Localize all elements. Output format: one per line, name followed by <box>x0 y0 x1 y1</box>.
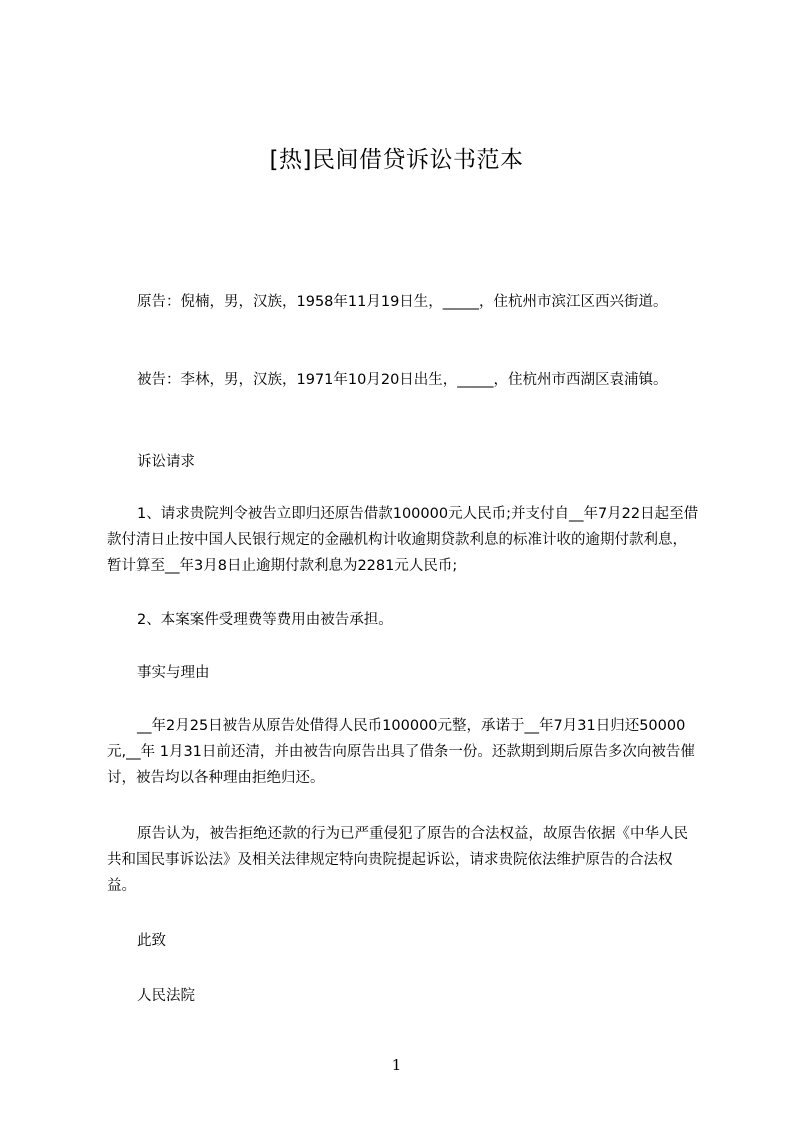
claims-heading: 诉讼请求 <box>137 454 195 470</box>
defendant-paragraph: 被告：李林，男，汉族，1971年10月20日出生，_____，住杭州市西湖区袁浦镇。 <box>137 372 668 388</box>
claim-1-paragraph: 1、请求贵院判令被告立即归还原告借款100000元人民币;并支付自__年7月22日起至借款付清日止按中国人民银行规定的金融机构计收逾期贷款利息的标准计收的逾期付款利息，暂计算至__年3月8日止逾期付款利息为2281元人民币; <box>107 506 699 574</box>
facts-paragraph-1: __年2月25日被告从原告处借得人民币100000元整，承诺于__年7月31日归还50000元,__年 1月31日前还清，并由被告向原告出具了借条一份。还款期到期后原告多次向被告催讨，被告均以各种理由拒绝归还。 <box>107 718 695 786</box>
document-title: [热]民间借贷诉讼书范本 <box>269 147 524 173</box>
facts-paragraph-2: 原告认为，被告拒绝还款的行为已严重侵犯了原告的合法权益，故原告依据《中华人民共和国民事诉讼法》及相关法律规定特向贵院提起诉讼，请求贵院依法维护原告的合法权益。 <box>107 826 688 894</box>
closing-salutation: 此致 <box>137 933 166 949</box>
court-name: 人民法院 <box>137 988 195 1004</box>
page-number: 1 <box>391 1056 402 1074</box>
plaintiff-paragraph: 原告：倪楠，男，汉族，1958年11月19日生，_____，住杭州市滨江区西兴街道。 <box>137 294 668 310</box>
facts-heading: 事实与理由 <box>137 665 210 681</box>
claim-2-paragraph: 2、本案案件受理费等费用由被告承担。 <box>137 612 393 628</box>
